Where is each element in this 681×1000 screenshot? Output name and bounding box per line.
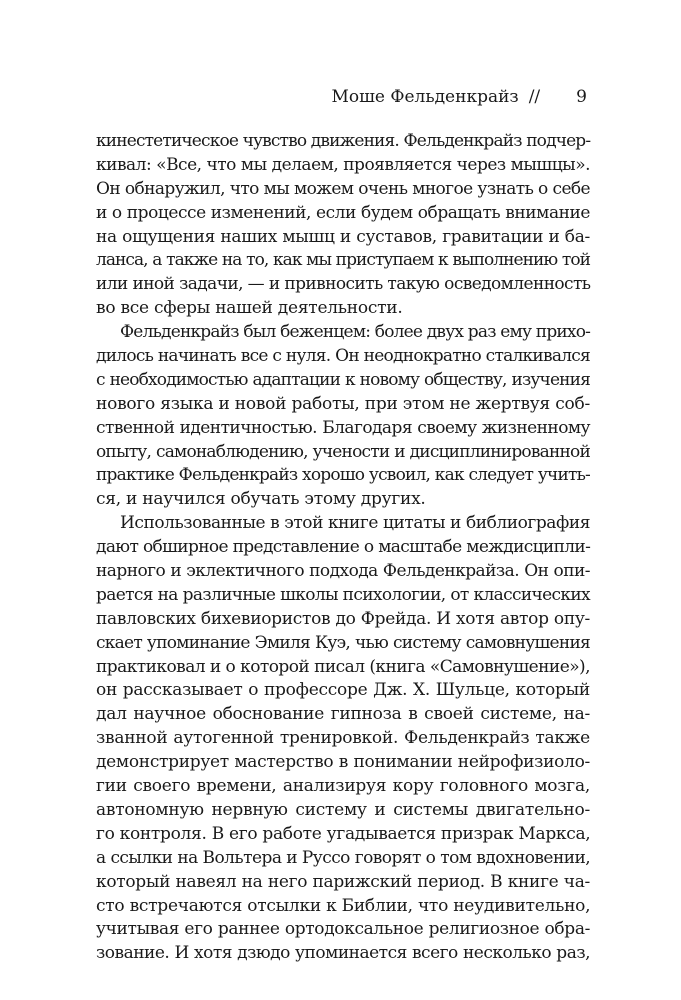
- text-line: который навеял на него парижский период. В книге ча-: [96, 871, 590, 892]
- text-line: на ощущения наших мышц и суставов, гравитации и ба-: [96, 226, 590, 247]
- text-line: учитывая его раннее ортодоксальное религиозное обра-: [96, 919, 590, 940]
- text-line: с необходимостью адаптации к новому обществу, изучения: [96, 369, 590, 390]
- text-line: нарного и эклектичного подхода Фельденкрайза. Он опи-: [96, 561, 590, 582]
- text-line: Он обнаружил, что мы можем очень многое узнать о себе: [96, 178, 590, 199]
- text-line: практике Фельденкрайз хорошо усвоил, как следует учить-: [96, 465, 590, 486]
- text-line: гии своего времени, анализируя кору головного мозга,: [96, 776, 590, 797]
- text-line: демонстрирует мастерство в понимании нейрофизиоло-: [96, 752, 590, 773]
- body-text: [96, 130, 590, 966]
- text-line: нового языка и новой работы, при этом не жертвуя соб-: [96, 393, 590, 414]
- text-line: сто встречаются отсылки к Библии, что неудивительно,: [96, 895, 591, 916]
- text-line: автономную нервную систему и системы двигательно-: [96, 799, 590, 820]
- text-line: кивал: «Все, что мы делаем, проявляется через мышцы».: [96, 154, 590, 175]
- running-title: Моше Фельденкрайз: [331, 87, 519, 107]
- text-line: кинестетическое чувство движения. Фельденкрайз подчер-: [96, 131, 591, 151]
- text-line: он рассказывает о профессоре Дж. Х. Шульце, который: [96, 680, 590, 701]
- text-line: рается на различные школы психологии, от классических: [96, 584, 590, 605]
- text-line: зование. И хотя дзюдо упоминается всего несколько раз,: [96, 943, 590, 964]
- text-line: дилось начинать все с нуля. Он неоднократно сталкивался: [96, 346, 590, 367]
- text-line: Фельденкрайз был беженцем: более двух раз ему прихо-: [120, 322, 591, 343]
- text-line: во все сферы нашей деятельности.: [96, 298, 403, 319]
- page-number: 9: [576, 87, 587, 107]
- text-line: ственной идентичностью. Благодаря своему жизненному: [96, 417, 590, 438]
- text-line: или иной задачи, — и привносить такую осведомленность: [96, 274, 591, 295]
- text-line: а ссылки на Вольтера и Руссо говорят о том вдохновении,: [96, 847, 591, 868]
- text-line: опыту, самонаблюдению, учености и дисциплинированной: [96, 441, 590, 462]
- header-separator: //: [528, 87, 541, 107]
- text-line: Использованные в этой книге цитаты и библиография: [120, 513, 590, 534]
- text-line: павловских бихевиористов до Фрейда. И хотя автор опу-: [96, 608, 590, 629]
- text-line: ланса, а также на то, как мы приступаем к выполнению той: [96, 250, 590, 271]
- text-line: го контроля. В его работе угадывается призрак Маркса,: [96, 823, 591, 844]
- text-line: ся, и научился обучать этому других.: [96, 489, 426, 510]
- text-line: дал научное обоснование гипноза в своей системе, на-: [96, 704, 590, 725]
- text-line: практиковал и о которой писал (книга «Самовнушение»),: [96, 656, 590, 677]
- text-line: дают обширное представление о масштабе междисципли-: [96, 537, 591, 558]
- text-line: и о процессе изменений, если будем обращать внимание: [96, 202, 590, 223]
- text-line: скает упоминание Эмиля Куэ, чью систему самовнушения: [96, 632, 590, 653]
- running-header: [331, 86, 587, 108]
- text-line: званной аутогенной тренировкой. Фельденкрайз также: [96, 728, 590, 749]
